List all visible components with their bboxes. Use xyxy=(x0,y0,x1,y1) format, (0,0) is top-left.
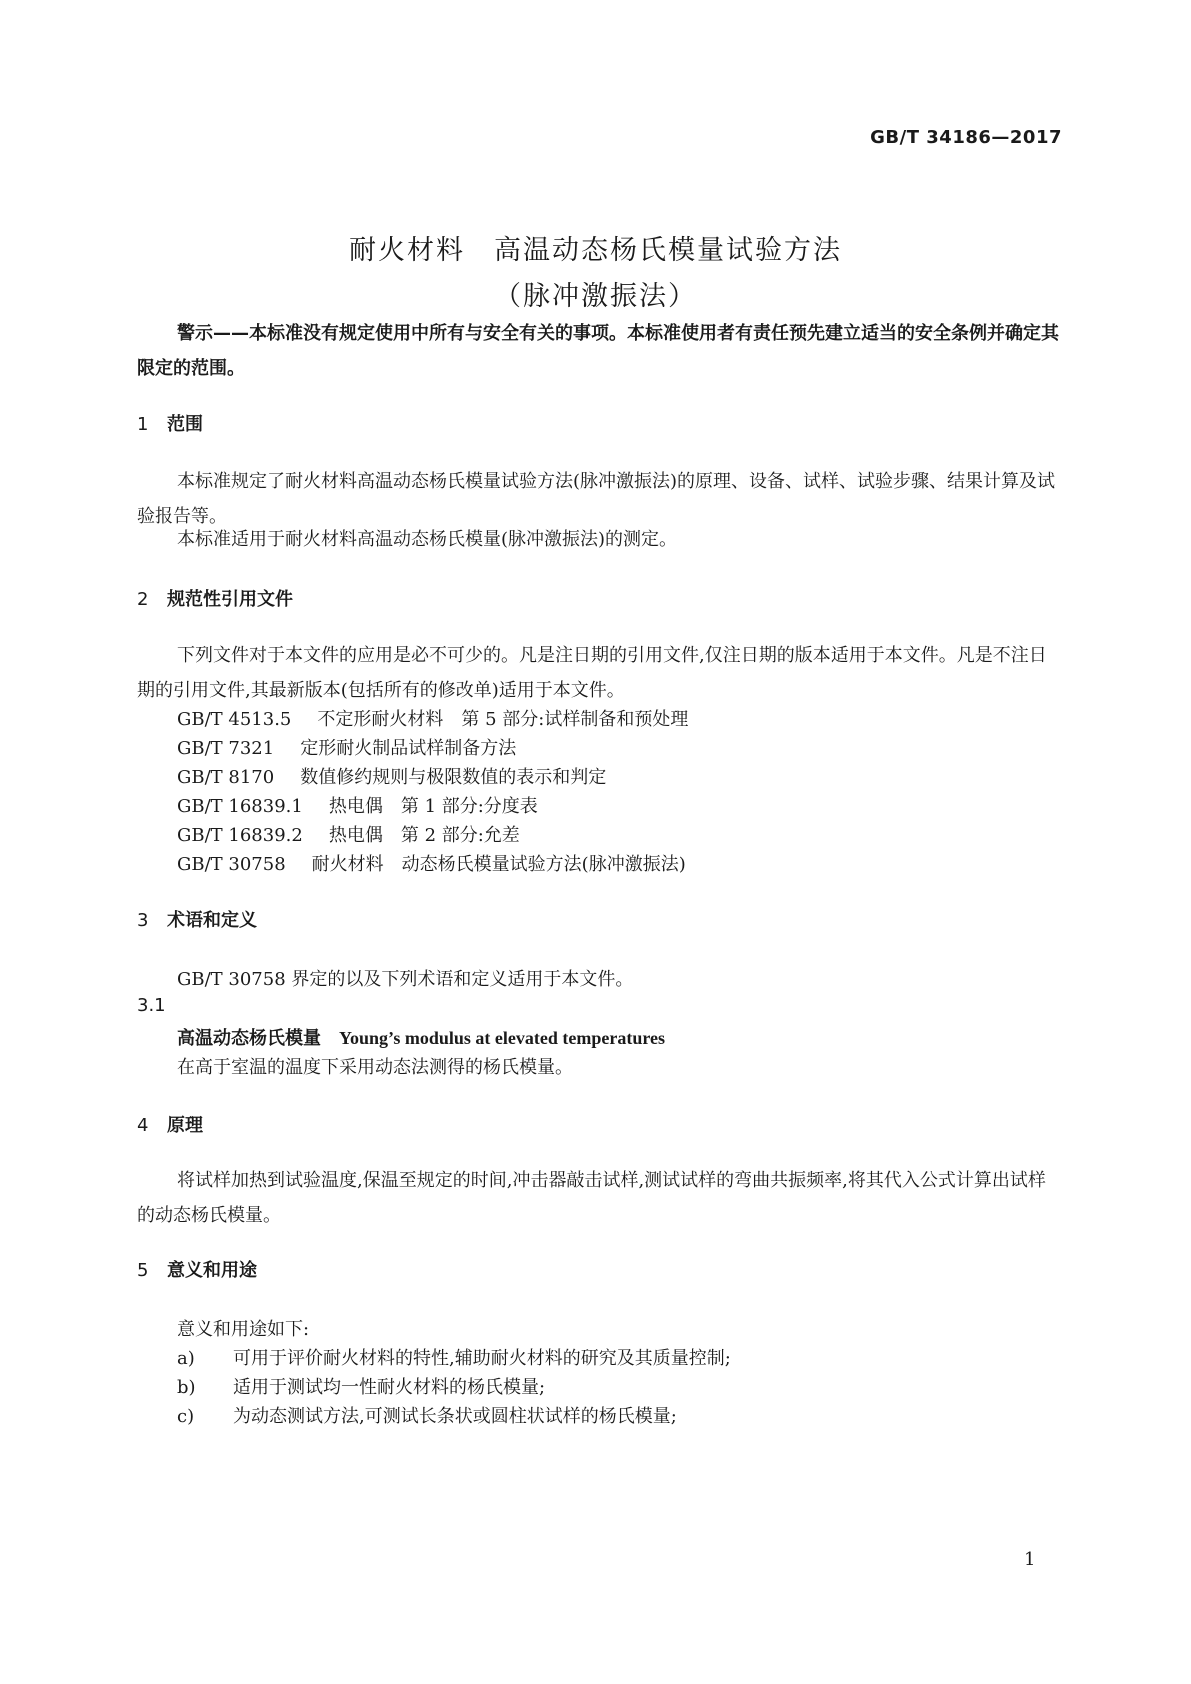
section-5-heading: 5 意义和用途 xyxy=(137,1260,257,1281)
document-title: 耐火材料 高温动态杨氏模量试验方法 xyxy=(349,235,842,266)
section-1-paragraph-2: 本标准适用于耐火材料高温动态杨氏模量(脉冲激振法)的测定。 xyxy=(177,529,678,550)
section-4-heading: 4 原理 xyxy=(137,1115,203,1136)
list-item: a) 可用于评价耐火材料的特性,辅助耐火材料的研究及其质量控制; xyxy=(177,1348,731,1369)
section-2-heading: 2 规范性引用文件 xyxy=(137,589,293,610)
page-number: 1 xyxy=(1024,1549,1036,1570)
section-2-intro: 下列文件对于本文件的应用是必不可少的。凡是注日期的引用文件,仅注日期的版本适用于本文件。凡是不注日期的引用文件,其最新版本(包括所有的修改单)适用于本文件。 xyxy=(137,645,1047,701)
list-item: c) 为动态测试方法,可测试长条状或圆柱状试样的杨氏模量; xyxy=(177,1406,677,1427)
reference-item: GB/T 7321 定形耐火制品试样制备方法 xyxy=(177,738,517,759)
section-4-paragraph: 将试样加热到试验温度,保温至规定的时间,冲击器敲击试样,测试试样的弯曲共振频率,将其代入公式计算出试样的动态杨氏模量。 xyxy=(137,1170,1046,1226)
section-3-heading: 3 术语和定义 xyxy=(137,910,257,931)
reference-item: GB/T 4513.5 不定形耐火材料 第 5 部分:试样制备和预处理 xyxy=(177,709,689,730)
standard-code: GB/T 34186—2017 xyxy=(870,127,1062,148)
document-subtitle: （脉冲激振法） xyxy=(494,281,697,312)
section-1-paragraph-1: 本标准规定了耐火材料高温动态杨氏模量试验方法(脉冲激振法)的原理、设备、试样、试验步骤、结果计算及试验报告等。 xyxy=(137,471,1056,527)
term-number: 3.1 xyxy=(137,995,166,1016)
reference-item: GB/T 8170 数值修约规则与极限数值的表示和判定 xyxy=(177,767,607,788)
reference-item: GB/T 30758 耐火材料 动态杨氏模量试验方法(脉冲激振法) xyxy=(177,854,686,875)
reference-item: GB/T 16839.2 热电偶 第 2 部分:允差 xyxy=(177,825,520,846)
section-1-heading: 1 范围 xyxy=(137,414,203,435)
term-heading: 高温动态杨氏模量 Young’s modulus at elevated temperatures xyxy=(177,1028,665,1049)
section-5-intro: 意义和用途如下: xyxy=(177,1319,310,1340)
list-item: b) 适用于测试均一性耐火材料的杨氏模量; xyxy=(177,1377,546,1398)
term-definition: 在高于室温的温度下采用动态法测得的杨氏模量。 xyxy=(177,1057,573,1078)
reference-item: GB/T 16839.1 热电偶 第 1 部分:分度表 xyxy=(177,796,538,817)
section-3-intro: GB/T 30758 界定的以及下列术语和定义适用于本文件。 xyxy=(177,969,634,990)
warning-paragraph: 警示——本标准没有规定使用中所有与安全有关的事项。本标准使用者有责任预先建立适当的安全条例并确定其限定的范围。 xyxy=(137,323,1059,379)
